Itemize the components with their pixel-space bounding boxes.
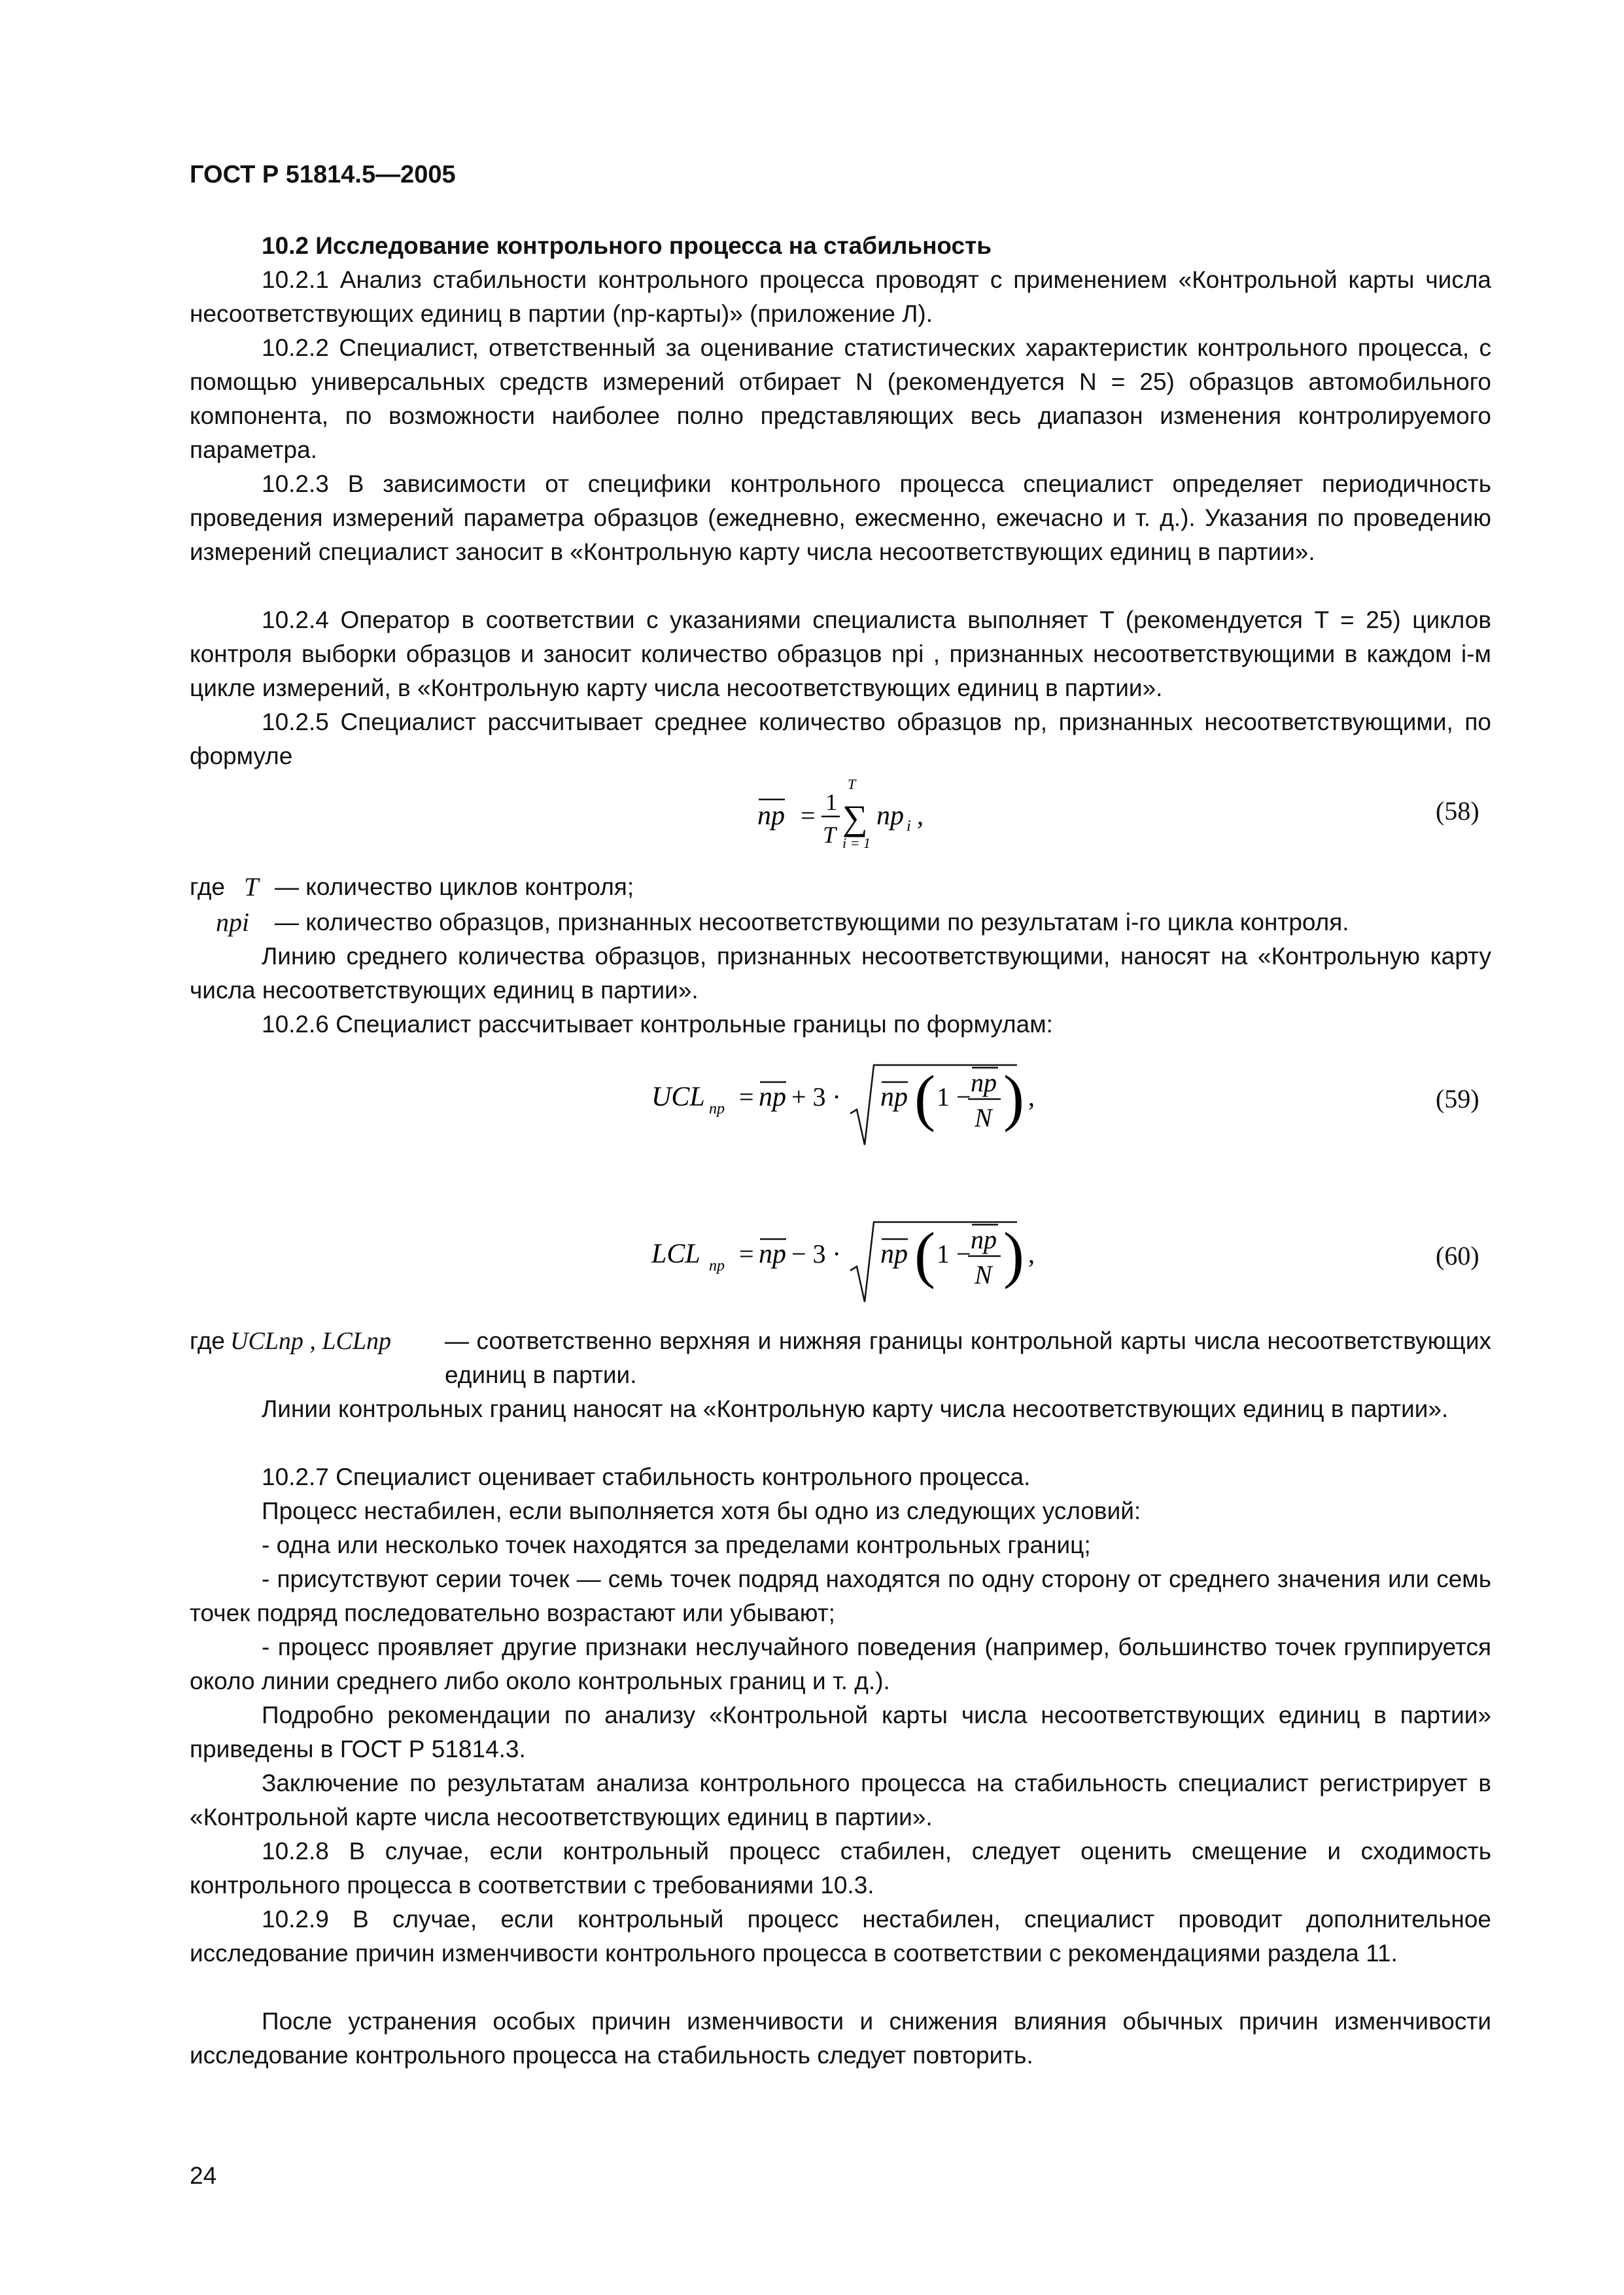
paragraph-recommendations: Подробно рекомендации по анализу «Контрольной карты числа несоответствующих единиц в партии» приведены в ГОСТ Р 51814.3. — [190, 1702, 1491, 1762]
paragraph-limit-lines: Линии контрольных границ наносят на «Контрольную карту числа несоответствующих единиц в партии». — [262, 1395, 1449, 1422]
formula-60-inner: np — [880, 1239, 908, 1269]
paragraph-10-2-4: 10.2.4 Оператор в соответствии с указаниями специалиста выполняет T (рекомендуется T = 25) циклов контроля выборки образцов и заносит количество образцов npi , признанных несоответствующими в каждом i-м цикле измерений, в «Контрольную карту числа несоответствующих единиц в партии». — [190, 606, 1491, 701]
formula-59-rhs-a: np — [759, 1082, 786, 1112]
formula-60-frac-num: np — [971, 1225, 997, 1254]
paragraph-10-2-9: 10.2.9 В случае, если контрольный процесс нестабилен, специалист проводит дополнительное исследование причин изменчивости контрольного процесса в соответствии с рекомендациями раздела 11. — [190, 1906, 1491, 1967]
where-label-1: где — [190, 873, 226, 900]
formula-58-sum-top: T — [848, 776, 856, 792]
formula-58-lhs: np — [757, 801, 785, 831]
paragraph-10-2-3: 10.2.3 В зависимости от специфики контрольного процесса специалист определяет периодичность проведения измерений параметра образцов (ежедневно, ежесменно, ежечасно и т. д.). Указания по проведению измерений специалист заносит в «Контрольную карту числа несоответствующих единиц в партии». — [190, 470, 1491, 565]
formula-59-frac-den: N — [975, 1103, 992, 1132]
paragraph-unstable-conditions: Процесс нестабилен, если выполняется хотя бы одно из следующих условий: — [262, 1498, 1141, 1524]
list-item-outside-limits: - одна или несколько точек находятся за пределами контрольных границ; — [262, 1532, 1091, 1558]
formula-59-equals: = — [739, 1082, 754, 1112]
formula-59-frac-num: np — [971, 1068, 997, 1097]
formula-59-paren-left: ( — [914, 1062, 935, 1132]
formula-59-paren-right: ) — [1003, 1062, 1024, 1132]
formula-60-equals: = — [739, 1239, 754, 1269]
formula-58-svg — [0, 772, 1624, 877]
formula-59 — [0, 1053, 1624, 1158]
paragraph-mean-line: Линию среднего количества образцов, признанных несоответствующими, наносят на «Контрольную карту числа несоответствующих единиц в партии». — [190, 943, 1491, 1004]
formula-60 — [0, 1210, 1624, 1315]
formula-59-lhs: UCL — [651, 1082, 705, 1112]
formula-58-frac-num: 1 — [825, 789, 837, 815]
where-symbol-ucl-lcl: UCLnp , LCLnp — [230, 1327, 392, 1355]
paragraph-10-2-7: 10.2.7 Специалист оценивает стабильность контрольного процесса. — [262, 1463, 1031, 1490]
where-text-npi: — количество образцов, признанных несоответствующими по результатам i-го цикла контроля. — [275, 909, 1349, 936]
formula-58 — [0, 772, 1624, 877]
where-symbol-t: T — [244, 872, 259, 902]
formula-60-one-minus: 1 − — [937, 1239, 971, 1269]
formula-58-term: np — [876, 801, 904, 831]
formula-58-equals: = — [801, 801, 816, 830]
where-text-ucl-lcl: — соответственно верхняя и нижняя границы контрольной карты числа несоответствующих единиц в партии. — [445, 1327, 1491, 1388]
paragraph-10-2-8: 10.2.8 В случае, если контрольный процесс стабилен, следует оценить смещение и сходимость контрольного процесса в соответствии с требованиями 10.3. — [190, 1838, 1491, 1899]
formula-58-sum-bottom: i = 1 — [842, 835, 871, 851]
formula-60-frac-den: N — [975, 1260, 992, 1289]
paragraph-10-2-1: 10.2.1 Анализ стабильности контрольного процесса проводят с применением «Контрольной карты числа несоответствующих единиц в партии (np-карты)» (приложение Л). — [190, 266, 1491, 327]
section-title: 10.2 Исследование контрольного процесса на стабильность — [262, 232, 992, 259]
formula-58-sum-sign: ∑ — [842, 798, 868, 837]
document-header: ГОСТ Р 51814.5—2005 — [190, 161, 456, 188]
formula-60-svg — [0, 1210, 1624, 1315]
where-label-2: где — [190, 1327, 226, 1354]
formula-60-operator: − 3 · — [791, 1239, 841, 1269]
list-item-runs: - присутствуют серии точек — семь точек подряд находятся по одну сторону от среднего значения или семь точек подряд последовательно возрастают или убывают; — [190, 1566, 1491, 1626]
where-symbol-npi: npi — [216, 907, 250, 937]
formula-59-svg — [0, 1053, 1624, 1158]
list-item-nonrandom: - процесс проявляет другие признаки неслучайного поведения (например, большинство точек группируется около линии среднего либо около контрольных границ и т. д.). — [190, 1634, 1491, 1694]
formula-60-number: (60) — [1436, 1241, 1479, 1270]
formula-60-rhs-a: np — [759, 1239, 786, 1269]
formula-58-term-sub: i — [907, 818, 911, 835]
paragraph-repeat: После устранения особых причин изменчивости и снижения влияния обычных причин изменчивости исследование контрольного процесса на стабильность следует повторить. — [190, 2008, 1491, 2069]
formula-60-lhs: LCL — [651, 1239, 700, 1269]
formula-59-one-minus: 1 − — [937, 1082, 971, 1112]
formula-59-lhs-sub: np — [709, 1100, 725, 1117]
formula-60-paren-right: ) — [1003, 1219, 1024, 1289]
formula-60-paren-left: ( — [914, 1219, 935, 1289]
paragraph-10-2-6: 10.2.6 Специалист рассчитывает контрольные границы по формулам: — [262, 1011, 1053, 1038]
formula-59-number: (59) — [1436, 1084, 1479, 1113]
paragraph-conclusion: Заключение по результатам анализа контрольного процесса на стабильность специалист регистрирует в «Контрольной карте числа несоответствующих единиц в партии». — [190, 1770, 1491, 1831]
where-text-t: — количество циклов контроля; — [275, 873, 634, 900]
paragraph-10-2-5: 10.2.5 Специалист рассчитывает среднее количество образцов np, признанных несоответствующими, по формуле — [190, 709, 1491, 769]
formula-59-inner: np — [880, 1082, 908, 1112]
formula-60-comma: , — [1028, 1239, 1035, 1269]
formula-59-operator: + 3 · — [791, 1082, 841, 1112]
formula-58-frac-den: T — [823, 822, 837, 848]
formula-58-number: (58) — [1436, 796, 1479, 826]
formula-59-comma: , — [1028, 1082, 1035, 1112]
formula-58-comma: , — [917, 801, 924, 830]
paragraph-10-2-2: 10.2.2 Специалист, ответственный за оценивание статистических характеристик контрольного процесса, с помощью универсальных средств измерений отбирает N (рекомендуется N = 25) образцов автомобильного компонента, по возможности наиболее полно представляющих весь диапазон изменения контролируемого параметра. — [190, 334, 1491, 463]
formula-60-lhs-sub: np — [709, 1257, 725, 1274]
page-number: 24 — [190, 2162, 217, 2189]
